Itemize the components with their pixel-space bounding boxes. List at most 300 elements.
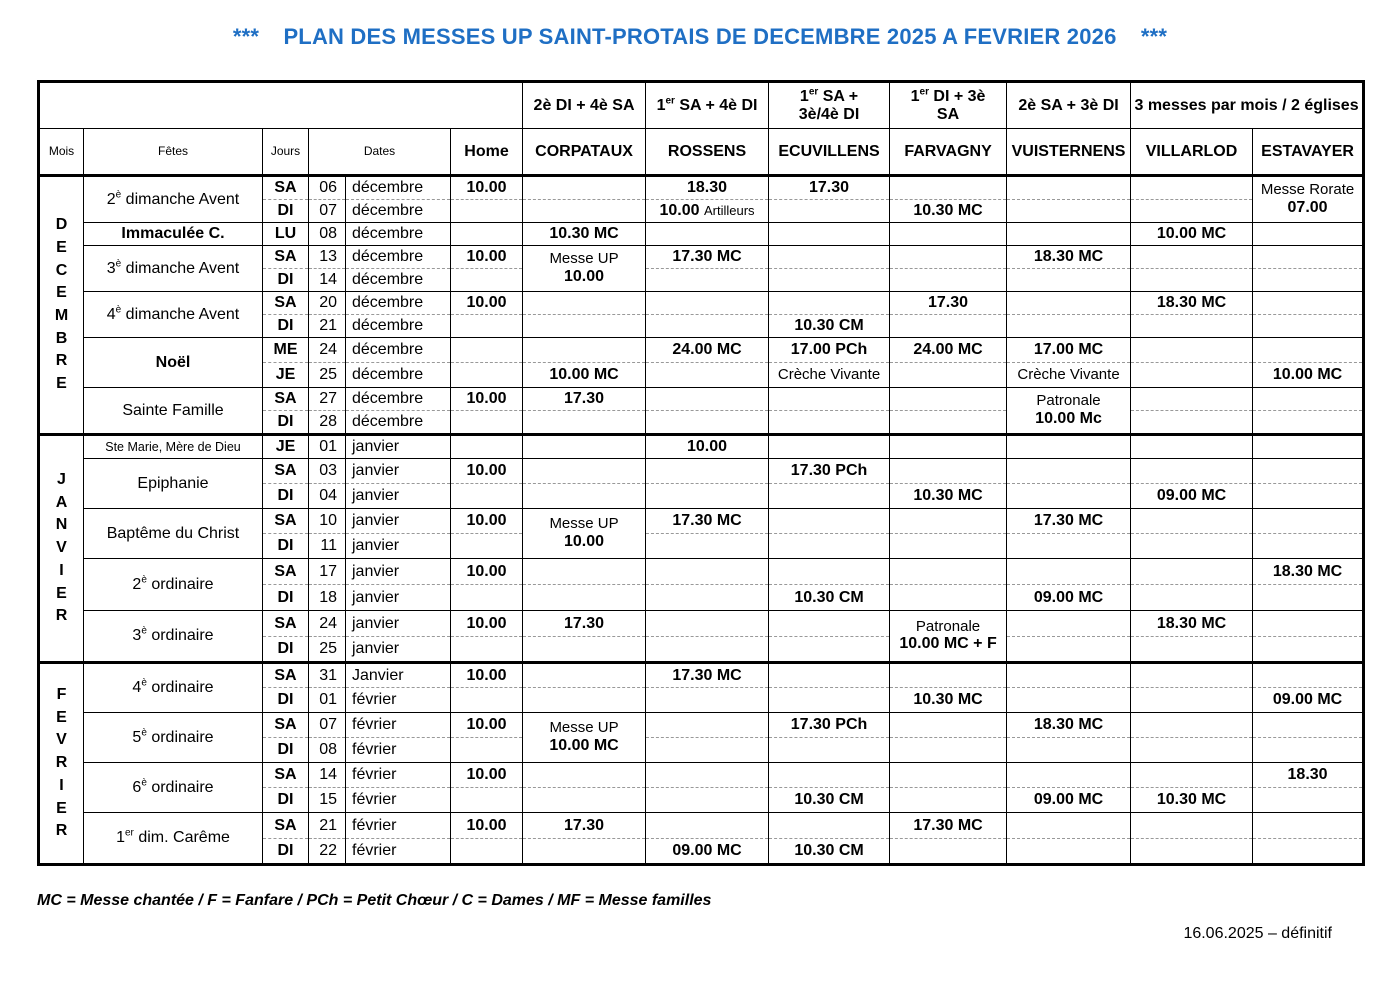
day-abbrev: JE (263, 435, 309, 459)
date-month: décembre (346, 411, 451, 435)
day-abbrev: DI (263, 788, 309, 813)
date-number: 27 (309, 388, 346, 411)
month-letters: D E C E M B R E (54, 216, 69, 393)
mass-time: 18.30 (687, 179, 728, 197)
date-number: 21 (309, 813, 346, 839)
month-letters: F E V R I E R (55, 686, 68, 840)
day-abbrev: DI (263, 534, 309, 559)
feast-name: Sainte Famille (84, 388, 263, 435)
day-abbrev: SA (263, 611, 309, 637)
mass-time-cell (1253, 763, 1364, 788)
mass-time: 10.00 MC (549, 366, 619, 384)
mass-time: 09.00 MC (1156, 487, 1227, 505)
date-month: décembre (346, 388, 451, 411)
mass-time: 10.30 CM (794, 842, 864, 860)
rotation-header: 1er SA + 4è DI (646, 82, 769, 129)
mass-time-cell (1131, 763, 1253, 788)
mass-time-cell (1253, 713, 1364, 738)
mass-time-cell (1253, 534, 1364, 559)
mass-time-cell (1007, 763, 1131, 788)
messe-up-label: Messe UP (549, 515, 619, 533)
mass-time: 18.30 (1287, 766, 1328, 784)
mass-time: 17.30 (564, 614, 605, 632)
day-abbrev: DI (263, 315, 309, 338)
mass-time-cell (1253, 813, 1364, 839)
mass-time: 17.30 MC (672, 512, 742, 530)
home-time (451, 688, 523, 713)
mass-time-cell (769, 738, 890, 763)
mass-time-cell (1253, 738, 1364, 763)
home-time (451, 269, 523, 292)
mass-time-cell (523, 839, 646, 865)
mass-time-cell (1131, 200, 1253, 223)
mass-time-cell (1131, 738, 1253, 763)
mass-time-cell (890, 484, 1007, 509)
mass-time-cell (769, 509, 890, 534)
messe-up-label: Messe UP (549, 719, 619, 737)
home-time (451, 839, 523, 865)
mass-time-cell (1253, 459, 1364, 484)
mass-time-cell (769, 688, 890, 713)
mass-time: 17.00 MC (1033, 341, 1104, 359)
mass-time: 10.30 CM (794, 588, 864, 606)
artilleurs-note: Artilleurs (703, 203, 755, 219)
mass-time-cell (769, 534, 890, 559)
mass-time-cell (1253, 292, 1364, 315)
mass-time-cell (890, 435, 1007, 459)
home-time: 10.00 (451, 813, 523, 839)
mass-time-cell (523, 663, 646, 688)
mass-time-cell (1007, 713, 1131, 738)
mass-time-cell (646, 338, 769, 363)
mass-time-cell (1253, 176, 1364, 223)
mass-time-cell (1131, 839, 1253, 865)
mass-time-cell (1131, 688, 1253, 713)
home-time (451, 484, 523, 509)
day-abbrev: DI (263, 411, 309, 435)
col-header-church: CORPATAUX (523, 129, 646, 176)
day-abbrev: SA (263, 388, 309, 411)
date-month: décembre (346, 292, 451, 315)
mass-time-cell (646, 788, 769, 813)
mass-time: 09.00 MC (1272, 691, 1343, 709)
mass-time-cell (769, 246, 890, 269)
mass-time: 24.00 MC (913, 341, 983, 359)
feast-name: $2^è$ dimanche Avent (84, 176, 263, 223)
mass-time-cell (523, 637, 646, 663)
mass-time-cell (1131, 292, 1253, 315)
mass-time-cell (890, 363, 1007, 388)
mass-time-cell (1253, 484, 1364, 509)
mass-time-cell (1253, 411, 1364, 435)
mass-time: 18.30 MC (1033, 248, 1104, 266)
schedule-row (39, 509, 1364, 534)
day-abbrev: DI (263, 200, 309, 223)
mass-time-cell (646, 813, 769, 839)
mass-time-cell (523, 763, 646, 788)
mass-time-cell (890, 534, 1007, 559)
messe-up-time: 10.00 (564, 532, 605, 550)
date-number: 08 (309, 738, 346, 763)
mass-time-cell (890, 315, 1007, 338)
day-abbrev: DI (263, 269, 309, 292)
mass-time-cell (769, 637, 890, 663)
mass-schedule-table (37, 80, 1365, 866)
home-time (451, 363, 523, 388)
mass-time-cell (1007, 435, 1131, 459)
mass-time-cell (1131, 435, 1253, 459)
rotation-header: 3 messes par mois / 2 églises (1131, 82, 1364, 129)
date-number: 14 (309, 269, 346, 292)
mass-time: 17.30 PCh (790, 716, 868, 734)
mass-time-cell (646, 688, 769, 713)
rorate-label: Messe Rorate (1260, 181, 1355, 199)
mass-time-cell (890, 688, 1007, 713)
rotation-header: 2è DI + 4è SA (523, 82, 646, 129)
mass-time-cell (1007, 611, 1131, 637)
month-letters: J A N V I E R (55, 471, 68, 625)
date-month: janvier (346, 637, 451, 663)
mass-time-cell (646, 663, 769, 688)
col-header-fetes: Fêtes (84, 129, 263, 176)
mass-time-cell (1007, 338, 1131, 363)
schedule-row (39, 223, 1364, 246)
mass-time-cell (769, 459, 890, 484)
patronale-time: 10.00 Mc (1035, 409, 1102, 427)
rotation-header: 1er DI + 3è SA (890, 82, 1007, 129)
home-time: 10.00 (451, 559, 523, 585)
mass-time-cell (1253, 663, 1364, 688)
mass-time-cell (523, 509, 646, 559)
mass-time-cell (1253, 611, 1364, 637)
mass-time-cell (1131, 388, 1253, 411)
feast-name: $5^è$ ordinaire (84, 713, 263, 763)
date-month: février (346, 763, 451, 788)
date-number: 18 (309, 585, 346, 611)
day-abbrev: DI (263, 484, 309, 509)
mass-time-cell (1131, 611, 1253, 637)
mass-time-cell (1007, 534, 1131, 559)
mass-time-cell (646, 509, 769, 534)
mass-time-cell (1007, 738, 1131, 763)
mass-time-cell (646, 839, 769, 865)
mass-time: 10.00 (659, 202, 700, 220)
home-time (451, 788, 523, 813)
day-abbrev: LU (263, 223, 309, 246)
mass-time: 17.00 PCh (790, 341, 868, 359)
home-time: 10.00 (451, 292, 523, 315)
document-status: 16.06.2025 – définitif (1183, 925, 1332, 942)
schedule-row (39, 663, 1364, 688)
mass-time: 10.30 MC (913, 691, 983, 709)
mass-time-cell (769, 269, 890, 292)
date-month: décembre (346, 315, 451, 338)
date-month: février (346, 839, 451, 865)
day-abbrev: DI (263, 839, 309, 865)
home-time (451, 435, 523, 459)
mass-time-cell (769, 663, 890, 688)
home-time: 10.00 (451, 459, 523, 484)
date-month: janvier (346, 459, 451, 484)
mass-time-cell (769, 559, 890, 585)
schedule-row (39, 559, 1364, 585)
mass-time-cell (1253, 435, 1364, 459)
schedule-row (39, 388, 1364, 411)
legend: MC = Messe chantée / F = Fanfare / PCh = Petit Chœur / C = Dames / MF = Messe familles (37, 892, 712, 909)
mass-time-cell (1253, 788, 1364, 813)
col-header-mois: Mois (39, 129, 84, 176)
rorate-time: 07.00 (1287, 198, 1328, 216)
mass-time-cell (1007, 292, 1131, 315)
rotation-header-row (39, 82, 1364, 129)
home-time: 10.00 (451, 176, 523, 200)
col-header-home: Home (451, 129, 523, 176)
col-header-jours: Jours (263, 129, 309, 176)
date-number: 04 (309, 484, 346, 509)
mass-time-cell (769, 585, 890, 611)
title-stars-left: *** (232, 24, 260, 49)
mass-time-cell (1253, 559, 1364, 585)
mass-time-cell (523, 411, 646, 435)
mass-time-cell (769, 315, 890, 338)
mass-time-cell (1131, 534, 1253, 559)
mass-time-cell (890, 788, 1007, 813)
mass-time-cell (769, 292, 890, 315)
date-number: 10 (309, 509, 346, 534)
date-month: janvier (346, 484, 451, 509)
day-abbrev: DI (263, 738, 309, 763)
mass-time: 18.30 MC (1156, 294, 1227, 312)
mass-time-cell (769, 435, 890, 459)
mass-time-cell (1131, 663, 1253, 688)
mass-time-cell (1007, 223, 1131, 246)
mass-time-cell (1253, 363, 1364, 388)
feast-name: Epiphanie (84, 459, 263, 509)
mass-time-cell (1253, 246, 1364, 269)
mass-time-cell (769, 839, 890, 865)
mass-time-cell (646, 611, 769, 637)
mass-time-cell (1253, 223, 1364, 246)
mass-time-cell (523, 484, 646, 509)
date-number: 14 (309, 763, 346, 788)
mass-time: 10.30 MC (1156, 791, 1227, 809)
day-abbrev: SA (263, 292, 309, 315)
date-month: décembre (346, 338, 451, 363)
date-number: 06 (309, 176, 346, 200)
schedule-row (39, 813, 1364, 839)
patronale-label: Patronale (1036, 392, 1101, 410)
mass-time-cell (1007, 315, 1131, 338)
date-number: 07 (309, 713, 346, 738)
mass-time-cell (1131, 713, 1253, 738)
title-stars-right: *** (1140, 24, 1168, 49)
mass-time: Crèche Vivante (777, 365, 881, 383)
mass-time-cell (890, 713, 1007, 738)
schedule-row (39, 611, 1364, 637)
schedule-row (39, 713, 1364, 738)
mass-time-cell (769, 411, 890, 435)
col-header-church: VILLARLOD (1131, 129, 1253, 176)
mass-time-cell (769, 788, 890, 813)
date-month: février (346, 813, 451, 839)
mass-time: 18.30 MC (1272, 562, 1343, 580)
mass-time-cell (769, 176, 890, 200)
schedule-row (39, 435, 1364, 459)
mass-time-cell (1007, 509, 1131, 534)
date-month: décembre (346, 269, 451, 292)
date-number: 07 (309, 200, 346, 223)
messe-up-label: Messe UP (549, 250, 619, 268)
home-time (451, 338, 523, 363)
mass-time-cell (1131, 559, 1253, 585)
mass-time-cell (890, 509, 1007, 534)
date-month: février (346, 788, 451, 813)
mass-time-cell (1131, 788, 1253, 813)
mass-time-cell (646, 585, 769, 611)
date-month: décembre (346, 176, 451, 200)
mass-time-cell (1253, 688, 1364, 713)
col-header-church: ESTAVAYER (1253, 129, 1364, 176)
mass-time-cell (1007, 813, 1131, 839)
mass-time-cell (523, 176, 646, 200)
date-number: 20 (309, 292, 346, 315)
day-abbrev: DI (263, 585, 309, 611)
mass-time-cell (1131, 315, 1253, 338)
date-number: 31 (309, 663, 346, 688)
date-number: 24 (309, 611, 346, 637)
mass-time-cell (1007, 839, 1131, 865)
mass-time-cell (1131, 813, 1253, 839)
schedule-row (39, 246, 1364, 269)
mass-time-cell (523, 813, 646, 839)
mass-time-cell (890, 200, 1007, 223)
mass-time-cell (769, 813, 890, 839)
mass-time-cell (646, 200, 769, 223)
date-number: 21 (309, 315, 346, 338)
feast-name: $4^è$ dimanche Avent (84, 292, 263, 338)
date-month: février (346, 713, 451, 738)
mass-time-cell (523, 315, 646, 338)
messe-up-time: 10.00 MC (549, 736, 619, 754)
mass-time: 09.00 MC (1033, 588, 1104, 606)
mass-time-cell (1131, 176, 1253, 200)
mass-time-cell (769, 484, 890, 509)
col-header-church: VUISTERNENS (1007, 129, 1131, 176)
mass-time-cell (1007, 459, 1131, 484)
mass-time-cell (1253, 585, 1364, 611)
mass-time-cell (890, 611, 1007, 663)
feast-name: Noël (84, 338, 263, 388)
home-time (451, 534, 523, 559)
feast-name: Immaculée C. (84, 223, 263, 246)
feast-name: $6^è$ ordinaire (84, 763, 263, 813)
mass-time: 09.00 MC (1033, 791, 1104, 809)
mass-time-cell (1007, 246, 1131, 269)
date-month: décembre (346, 200, 451, 223)
date-month: décembre (346, 246, 451, 269)
mass-time-cell (769, 713, 890, 738)
rotation-header: 2è SA + 3è DI (1007, 82, 1131, 129)
patronale-time: 10.00 MC + F (899, 635, 997, 653)
home-time: 10.00 (451, 388, 523, 411)
feast-name: Baptême du Christ (84, 509, 263, 559)
mass-time-cell (646, 363, 769, 388)
page-title (0, 24, 1400, 50)
day-abbrev: JE (263, 363, 309, 388)
date-month: décembre (346, 223, 451, 246)
mass-time-cell (646, 176, 769, 200)
home-time: 10.00 (451, 509, 523, 534)
title-text: PLAN DES MESSES UP SAINT-PROTAIS DE DECEMBRE 2025 A FEVRIER 2026 (283, 24, 1117, 49)
col-header-church: ECUVILLENS (769, 129, 890, 176)
col-header-church: ROSSENS (646, 129, 769, 176)
schedule-row (39, 763, 1364, 788)
mass-time-cell (1131, 484, 1253, 509)
mass-time: 17.30 (809, 179, 850, 197)
home-time: 10.00 (451, 663, 523, 688)
date-number: 11 (309, 534, 346, 559)
date-month: janvier (346, 585, 451, 611)
mass-time: 17.30 (564, 390, 605, 408)
feast-name: Ste Marie, Mère de Dieu (84, 435, 263, 459)
mass-time-cell (646, 559, 769, 585)
day-abbrev: SA (263, 509, 309, 534)
home-time (451, 223, 523, 246)
day-abbrev: ME (263, 338, 309, 363)
col-header-dates: Dates (309, 129, 451, 176)
mass-time-cell (523, 363, 646, 388)
date-number: 25 (309, 363, 346, 388)
home-time (451, 585, 523, 611)
mass-time: Crèche Vivante (1017, 365, 1120, 383)
date-number: 25 (309, 637, 346, 663)
mass-time-cell (1007, 559, 1131, 585)
mass-time-cell (646, 435, 769, 459)
col-header-church: FARVAGNY (890, 129, 1007, 176)
mass-time-cell (523, 292, 646, 315)
mass-time: 17.30 (564, 816, 605, 834)
mass-time: 18.30 MC (1156, 614, 1227, 632)
mass-time-cell (646, 713, 769, 738)
mass-time-cell (523, 559, 646, 585)
mass-time-cell (646, 315, 769, 338)
mass-time-cell (1131, 411, 1253, 435)
day-abbrev: SA (263, 559, 309, 585)
mass-time-cell (523, 688, 646, 713)
mass-time-cell (1131, 246, 1253, 269)
month-label (39, 663, 84, 865)
schedule-row (39, 176, 1364, 200)
mass-time: 10.30 MC (913, 487, 983, 505)
day-abbrev: SA (263, 663, 309, 688)
mass-time-cell (646, 246, 769, 269)
mass-time-cell (890, 763, 1007, 788)
mass-time-cell (1007, 688, 1131, 713)
mass-time: 17.30 (928, 294, 969, 312)
date-month: janvier (346, 509, 451, 534)
mass-time-cell (523, 435, 646, 459)
mass-time-cell (1007, 269, 1131, 292)
mass-time-cell (1131, 363, 1253, 388)
mass-time: 17.30 MC (1033, 512, 1104, 530)
day-abbrev: SA (263, 713, 309, 738)
home-time (451, 738, 523, 763)
feast-name: $2^è$ ordinaire (84, 559, 263, 611)
mass-time-cell (646, 411, 769, 435)
mass-time-cell (523, 246, 646, 292)
mass-time-cell (890, 338, 1007, 363)
mass-time: 24.00 MC (672, 341, 742, 359)
